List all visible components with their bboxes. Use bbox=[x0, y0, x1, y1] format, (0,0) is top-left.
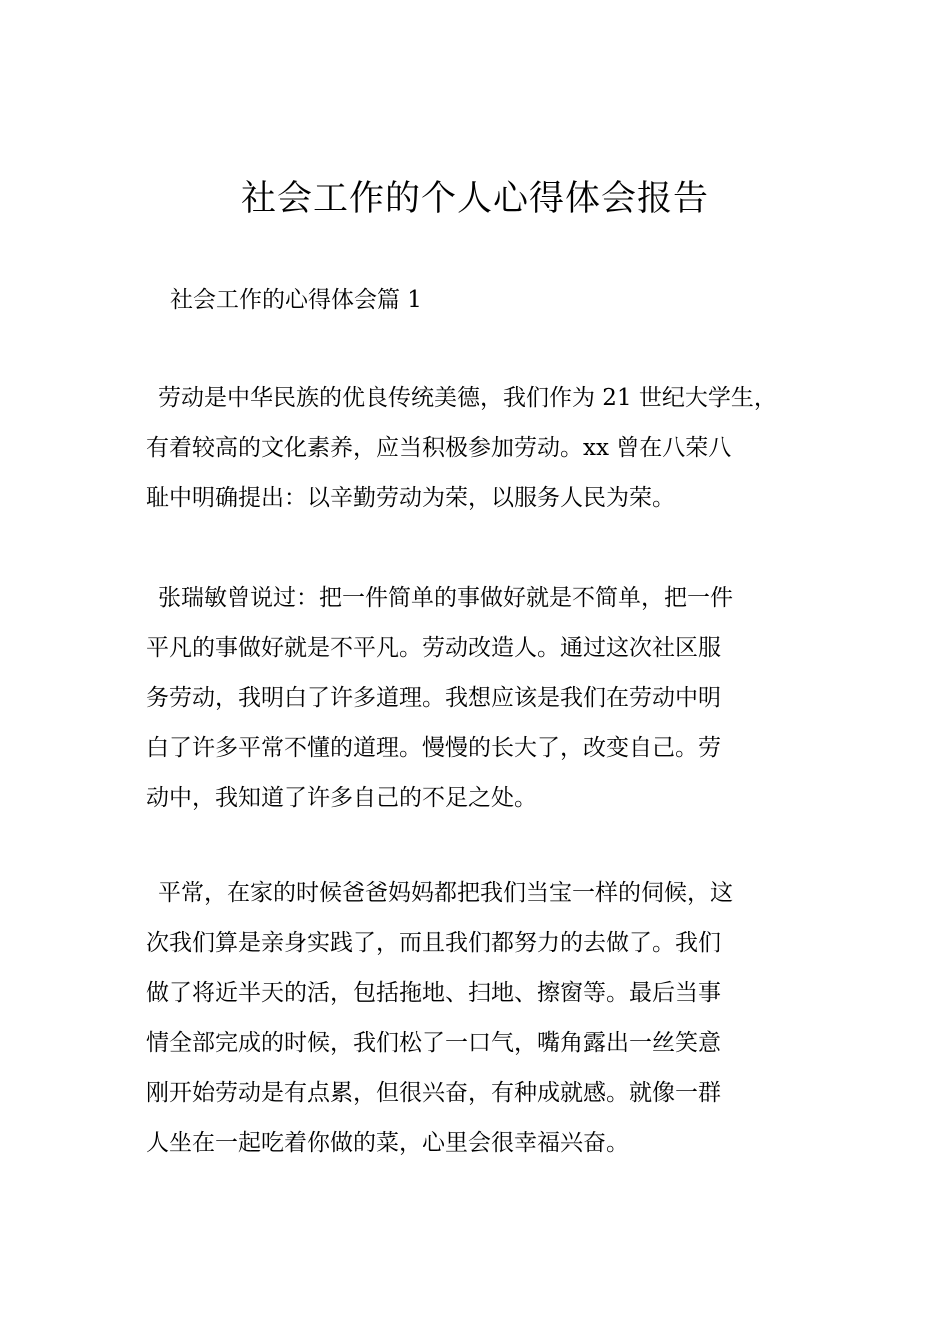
section-heading: 社会工作的心得体会篇 1 bbox=[170, 287, 422, 313]
paragraph-line: 耻中明确提出：以辛勤劳动为荣，以服务人民为荣。 bbox=[146, 485, 675, 511]
paragraph-2 bbox=[146, 573, 836, 823]
document-title: 社会工作的个人心得体会报告 bbox=[240, 179, 709, 219]
paragraph-line: 平常，在家的时候爸爸妈妈都把我们当宝一样的伺候，这 bbox=[158, 880, 733, 906]
paragraph-1 bbox=[146, 373, 836, 523]
paragraph-line: 劳动是中华民族的优良传统美德，我们作为 21 世纪大学生， bbox=[158, 385, 777, 411]
paragraph-line: 白了许多平常不懂的道理。慢慢的长大了，改变自己。劳 bbox=[146, 735, 721, 761]
paragraph-line: 次我们算是亲身实践了，而且我们都努力的去做了。我们 bbox=[146, 930, 721, 956]
paragraph-line: 动中，我知道了许多自己的不足之处。 bbox=[146, 785, 537, 811]
paragraph-line: 情全部完成的时候，我们松了一口气，嘴角露出一丝笑意 bbox=[146, 1030, 721, 1056]
paragraph-line: 做了将近半天的活，包括拖地、扫地、擦窗等。最后当事 bbox=[146, 980, 721, 1006]
paragraph-line: 有着较高的文化素养，应当积极参加劳动。xx 曾在八荣八 bbox=[146, 435, 732, 461]
paragraph-line: 务劳动，我明白了许多道理。我想应该是我们在劳动中明 bbox=[146, 685, 721, 711]
paragraph-line: 人坐在一起吃着你做的菜，心里会很幸福兴奋。 bbox=[146, 1130, 629, 1156]
paragraph-line: 张瑞敏曾说过：把一件简单的事做好就是不简单，把一件 bbox=[158, 585, 733, 611]
paragraph-line: 刚开始劳动是有点累，但很兴奋，有种成就感。就像一群 bbox=[146, 1080, 721, 1106]
paragraph-line: 平凡的事做好就是不平凡。劳动改造人。通过这次社区服 bbox=[146, 635, 721, 661]
paragraph-3 bbox=[146, 868, 836, 1168]
